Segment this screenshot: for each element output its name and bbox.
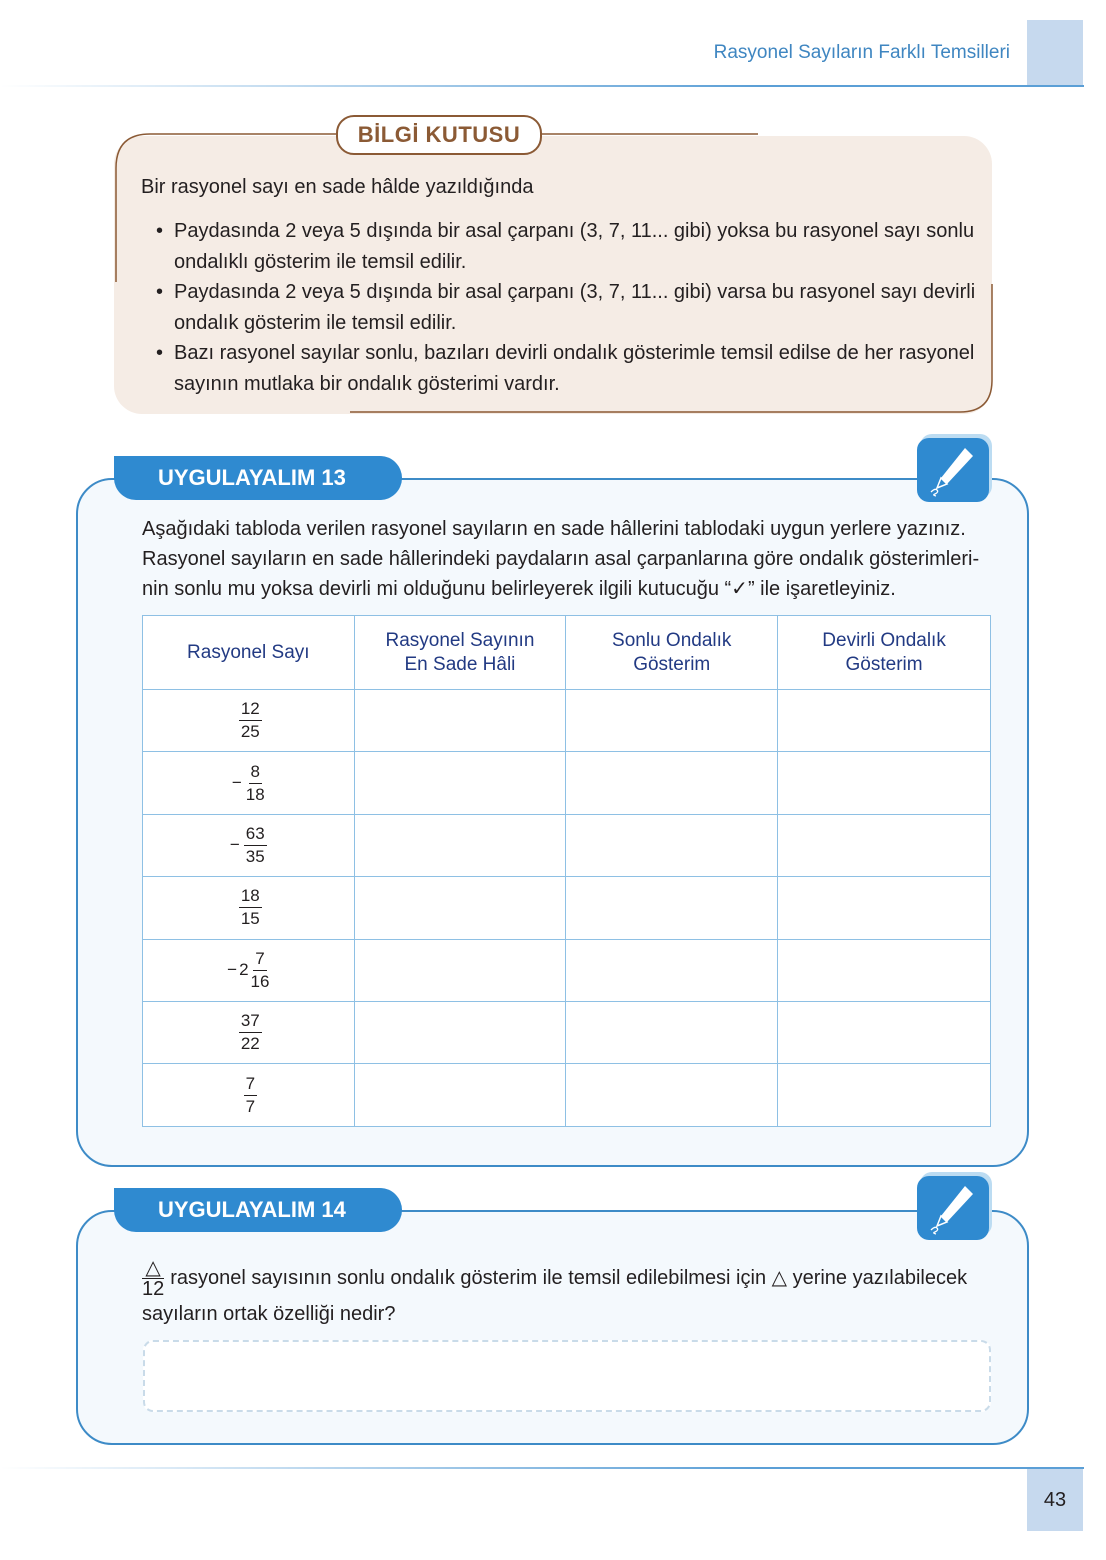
- question-fraction: [142, 1258, 164, 1299]
- rational-number-cell: [143, 877, 355, 939]
- fraction-numerator: 37: [239, 1010, 262, 1033]
- list-item: • Paydasında 2 veya 5 dışında bir asal çarpanı (3, 7, 11... gibi) varsa bu rasyonel sayı devirli ondalık gösterim ile temsil edilir.: [156, 281, 976, 334]
- column-header: Devirli Ondalık Gösterim: [778, 616, 991, 690]
- fraction-numerator: 18: [239, 885, 262, 908]
- rational-number-cell: [143, 814, 355, 876]
- column-header: Sonlu Ondalık Gösterim: [566, 616, 778, 690]
- fraction-denominator: 12: [142, 1278, 165, 1300]
- simplest-form-cell[interactable]: [354, 1001, 566, 1063]
- repeating-decimal-cell[interactable]: [778, 814, 991, 876]
- fraction-denominator: 35: [245, 846, 265, 866]
- info-box-title: BİLGİ KUTUSU: [336, 115, 542, 155]
- repeating-decimal-cell[interactable]: [778, 939, 991, 1001]
- list-item: • Bazı rasyonel sayılar sonlu, bazıları devirli ondalık gösterimle temsil edilse de her rasyonel sayının mutlaka bir ondalık gösterimi vardır.: [156, 342, 975, 395]
- fraction-numerator: 12: [239, 698, 262, 721]
- repeating-decimal-cell[interactable]: [778, 1001, 991, 1063]
- exercise-13-title: UYGULAYALIM 13: [114, 456, 402, 500]
- table-row: [143, 752, 991, 814]
- simplest-form-cell[interactable]: [354, 1064, 566, 1126]
- question-text: rasyonel sayısının sonlu ondalık gösterim ile temsil edilebilmesi için △ yerine yazılabilecek sayıların ortak özelliği nedir?: [142, 1266, 968, 1325]
- terminating-decimal-cell[interactable]: [566, 1064, 778, 1126]
- table-row: [143, 1001, 991, 1063]
- fraction-denominator: 22: [240, 1034, 260, 1054]
- fraction-denominator: 7: [245, 1096, 256, 1116]
- pencil-icon: [917, 438, 989, 502]
- fraction-numerator: 8: [249, 761, 262, 784]
- fraction-numerator: 7: [244, 1073, 257, 1096]
- table-row: [143, 690, 991, 752]
- fraction-denominator: 16: [250, 971, 270, 991]
- table-row: [143, 814, 991, 876]
- fraction-numerator: 63: [244, 823, 267, 846]
- fraction-denominator: 18: [245, 784, 265, 804]
- fraction-denominator: 15: [240, 909, 260, 929]
- terminating-decimal-cell[interactable]: [566, 1001, 778, 1063]
- footer-divider: [0, 1467, 1084, 1469]
- info-box-list: [156, 216, 976, 399]
- rational-number-cell: [143, 939, 355, 1001]
- repeating-decimal-cell[interactable]: [778, 877, 991, 939]
- pencil-icon: [917, 1176, 989, 1240]
- table-header-row: [143, 616, 991, 690]
- terminating-decimal-cell[interactable]: [566, 814, 778, 876]
- terminating-decimal-cell[interactable]: [566, 690, 778, 752]
- fraction-numerator: △: [142, 1258, 163, 1279]
- rational-number-table: [142, 615, 991, 1127]
- rational-number-cell: [143, 1001, 355, 1063]
- simplest-form-cell[interactable]: [354, 752, 566, 814]
- terminating-decimal-cell[interactable]: [566, 752, 778, 814]
- simplest-form-cell[interactable]: [354, 939, 566, 1001]
- rational-number-cell: [143, 690, 355, 752]
- exercise-14-question: [142, 1258, 1002, 1329]
- exercise-14-title: UYGULAYALIM 14: [114, 1188, 402, 1232]
- column-header: Rasyonel Sayı: [143, 616, 355, 690]
- exercise-13-instructions: Aşağıdaki tabloda verilen rasyonel sayıların en sade hâllerini tablodaki uygun yerlere yazınız. Rasyonel sayıların en sade hâllerindeki paydaların asal çarpanlarına göre ondalık gösterimleri-nin sonlu mu yoksa devirli mi olduğunu belirleyerek ilgili kutucuğu “✓” ile işaretleyiniz.: [142, 518, 980, 600]
- page-number: 43: [1027, 1469, 1083, 1531]
- fraction-numerator: 7: [253, 948, 266, 971]
- terminating-decimal-cell[interactable]: [566, 939, 778, 1001]
- simplest-form-cell[interactable]: [354, 814, 566, 876]
- rational-number-cell: [143, 1064, 355, 1126]
- repeating-decimal-cell[interactable]: [778, 1064, 991, 1126]
- table-row: [143, 939, 991, 1001]
- column-header: Rasyonel Sayının En Sade Hâli: [354, 616, 566, 690]
- fraction-denominator: 25: [240, 722, 260, 742]
- repeating-decimal-cell[interactable]: [778, 690, 991, 752]
- fraction-sign: −: [231, 773, 242, 793]
- answer-box[interactable]: [143, 1340, 991, 1412]
- table-row: [143, 877, 991, 939]
- simplest-form-cell[interactable]: [354, 690, 566, 752]
- fraction-sign: −: [229, 835, 240, 855]
- fraction-whole: 2: [239, 960, 249, 980]
- rational-number-cell: [143, 752, 355, 814]
- section-title: Rasyonel Sayıların Farklı Temsilleri: [713, 42, 1010, 63]
- terminating-decimal-cell[interactable]: [566, 877, 778, 939]
- table-row: [143, 1064, 991, 1126]
- simplest-form-cell[interactable]: [354, 877, 566, 939]
- fraction-sign: −: [227, 960, 238, 980]
- list-item: • Paydasında 2 veya 5 dışında bir asal çarpanı (3, 7, 11... gibi) yoksa bu rasyonel sayı sonlu ondalıklı gösterim ile temsil edilir.: [156, 220, 975, 273]
- info-box-intro: Bir rasyonel sayı en sade hâlde yazıldığında: [141, 176, 534, 198]
- repeating-decimal-cell[interactable]: [778, 752, 991, 814]
